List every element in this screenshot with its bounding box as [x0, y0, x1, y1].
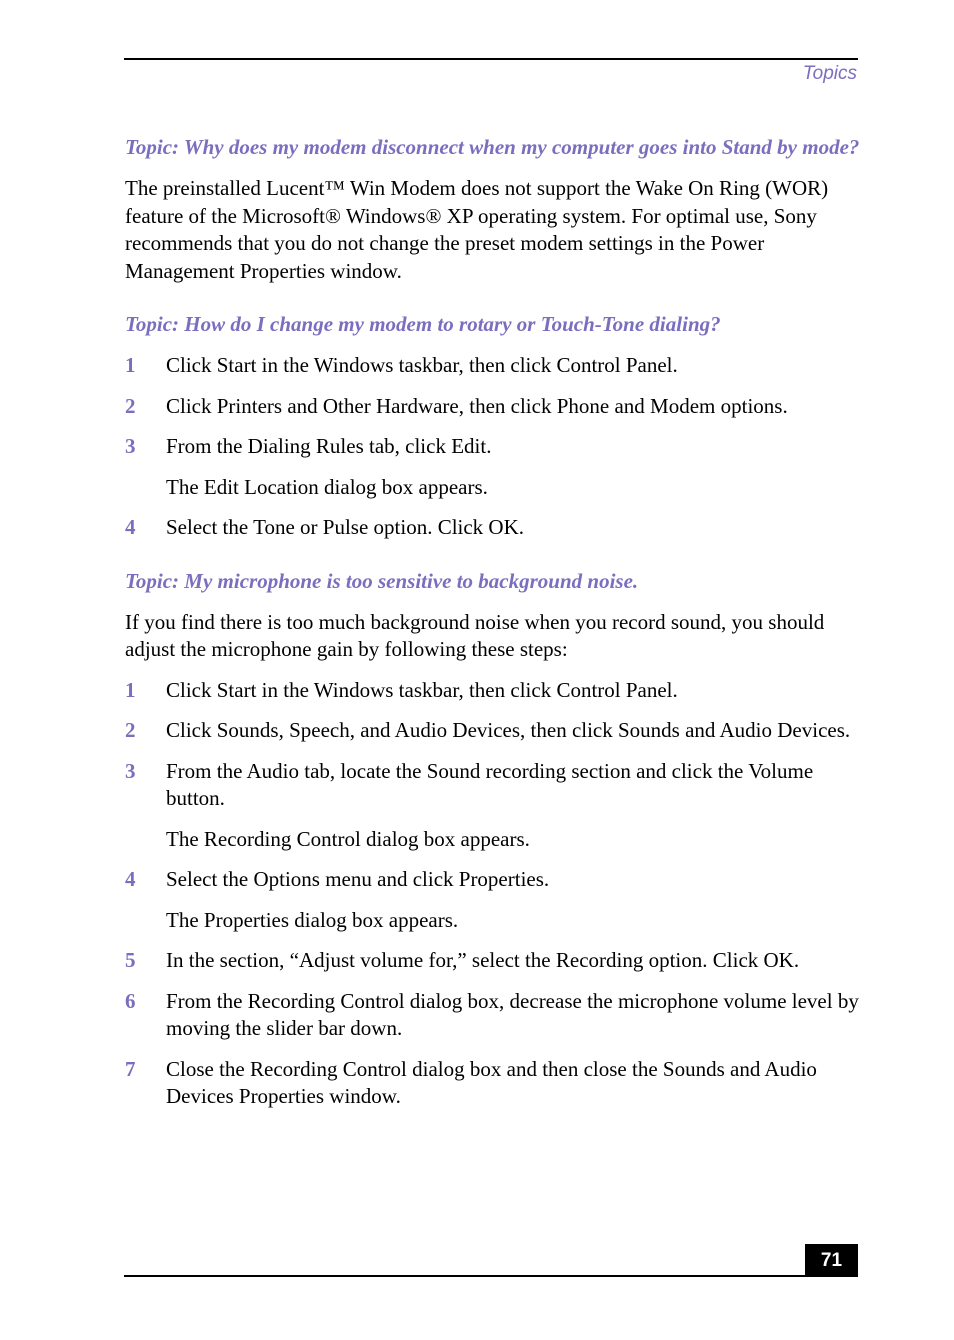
topic-heading: Topic: How do I change my modem to rotary or Touch-Tone dialing?	[125, 312, 721, 336]
list-item	[125, 988, 860, 1043]
list-item	[125, 352, 860, 380]
step-list	[125, 352, 860, 542]
step-number: 2	[125, 718, 136, 742]
step-text: From the Dialing Rules tab, click Edit.	[166, 434, 492, 458]
step-number: 2	[125, 393, 136, 418]
list-item	[125, 758, 860, 813]
step-list	[125, 677, 860, 1111]
step-number: 4	[125, 867, 136, 891]
step-text: Click Sounds, Speech, and Audio Devices, then click Sounds and Audio Devices.	[166, 718, 851, 742]
step-text: In the section, “Adjust volume for,” select the Recording option. Click OK.	[166, 948, 800, 972]
step-text: From the Recording Control dialog box, decrease the microphone volume level by moving the slider bar down.	[166, 988, 859, 1040]
list-item	[125, 717, 860, 745]
top-rule	[124, 58, 858, 60]
page-content	[125, 134, 860, 1111]
list-item	[125, 677, 860, 705]
list-item	[125, 866, 860, 894]
step-number: 4	[125, 515, 136, 539]
step-number: 5	[125, 948, 136, 972]
topic-heading: Topic: Why does my modem disconnect when my computer goes into Stand by mode?	[125, 135, 860, 159]
list-item	[125, 514, 860, 542]
step-number: 1	[125, 353, 136, 377]
body-paragraph: The preinstalled Lucent™ Win Modem does not support the Wake On Ring (WOR) feature of the Microsoft® Windows® XP operating system. For optimal use, Sony recommends that you do not change the preset modem settings in the Power Management Properties window.	[125, 176, 829, 283]
step-number: 6	[125, 988, 136, 1013]
page-number: 71	[805, 1244, 858, 1277]
step-text: Click Start in the Windows taskbar, then click Control Panel.	[166, 677, 678, 702]
step-text: From the Audio tab, locate the Sound recording section and click the Volume button.	[166, 758, 814, 810]
step-note: The Recording Control dialog box appears.	[166, 826, 530, 851]
step-number: 3	[125, 758, 136, 783]
step-number: 3	[125, 434, 136, 458]
list-item	[125, 947, 860, 975]
step-text: Select the Options menu and click Properties.	[166, 867, 550, 891]
list-item	[125, 433, 860, 461]
topic-heading: Topic: My microphone is too sensitive to background noise.	[125, 568, 639, 593]
step-number: 7	[125, 1056, 136, 1081]
running-head: Topics	[802, 63, 857, 84]
list-item	[125, 393, 860, 421]
step-text: Close the Recording Control dialog box and then close the Sounds and Audio Devices Properties window.	[166, 1056, 817, 1108]
list-item	[125, 1056, 860, 1111]
body-paragraph: If you find there is too much background noise when you record sound, you should adjust the microphone gain by following these steps:	[125, 609, 825, 661]
bottom-rule	[124, 1275, 858, 1277]
step-note: The Properties dialog box appears.	[166, 907, 459, 932]
step-note: The Edit Location dialog box appears.	[166, 474, 488, 499]
step-number: 1	[125, 677, 136, 702]
step-text: Click Start in the Windows taskbar, then click Control Panel.	[166, 353, 678, 377]
step-text: Click Printers and Other Hardware, then click Phone and Modem options.	[166, 393, 788, 418]
step-text: Select the Tone or Pulse option. Click OK.	[166, 515, 525, 539]
